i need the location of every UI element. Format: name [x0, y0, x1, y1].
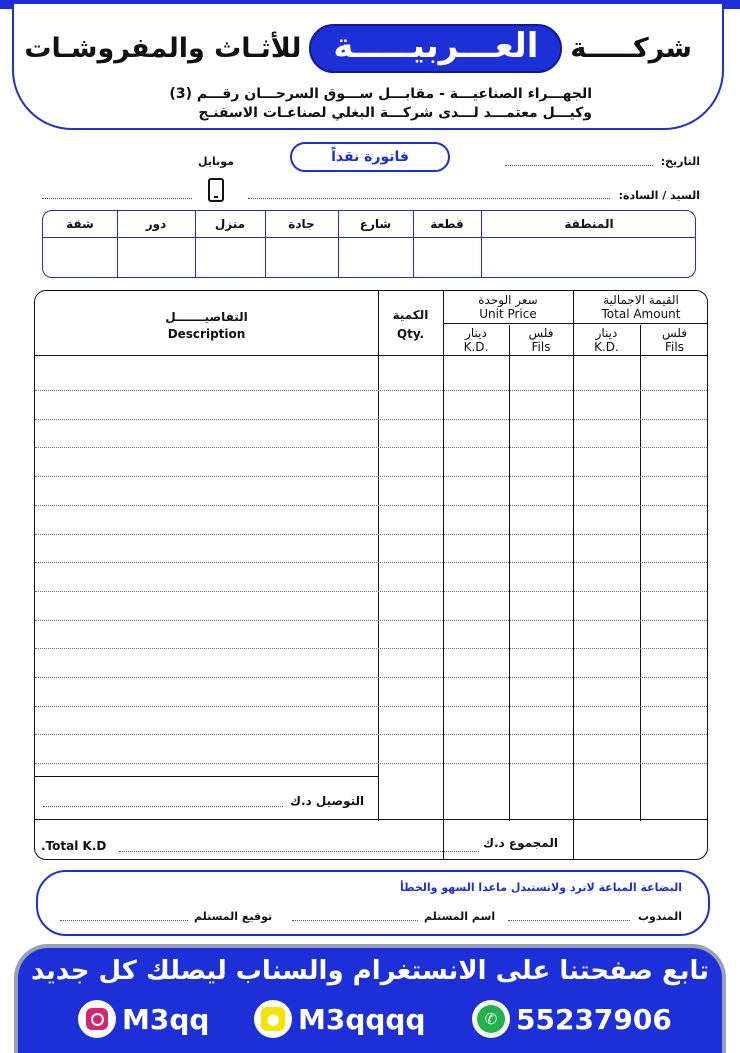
- qty-en-header: Qty.: [396, 327, 425, 341]
- company-word: شركـــــة: [570, 32, 692, 64]
- customer-label: السيد / السادة:: [618, 189, 700, 202]
- item-row-line: [35, 591, 707, 592]
- snapchat-icon: ●: [254, 1000, 292, 1038]
- total-ar-header: القيمة الاجمالية: [603, 293, 679, 307]
- address-table-divider: [43, 237, 695, 238]
- promo-text: تابع صفحتنا على الانستغرام والسناب ليصلك كل جديد: [30, 956, 710, 986]
- address-line-2: وكيـــل معتمـــد لـــدى شركـــة البغلي لصناعـات الاسفنـج: [198, 105, 592, 121]
- mobile-phone-icon: [208, 178, 224, 202]
- house-header: منزل: [214, 217, 246, 231]
- apartment-header: شقة: [66, 217, 94, 231]
- unit-fils-en: Fils: [531, 340, 551, 354]
- snapchat-handle[interactable]: [254, 1000, 426, 1038]
- total-fils-ar: فلس: [661, 326, 687, 340]
- qty-ar-header: الكمية: [392, 308, 429, 322]
- address-line-1: الجهـــراء الصناعيـــة - مقابـــل ســـوق السرحـــان رقـــم (3): [169, 86, 592, 102]
- whatsapp-text: 55237906: [516, 1002, 672, 1036]
- date-field[interactable]: [505, 165, 653, 166]
- item-row-line: [35, 620, 707, 621]
- total-fils-en: Fils: [665, 340, 684, 354]
- item-row-line: [35, 677, 707, 678]
- street-header: شارع: [359, 217, 392, 231]
- details-en-header: Description: [167, 327, 246, 341]
- item-row-line: [35, 706, 707, 707]
- block-header: قطعة: [430, 217, 464, 231]
- company-type: للأثـاث والمفروشـات: [24, 32, 302, 64]
- items-table: [34, 290, 708, 860]
- address-table: [42, 210, 696, 278]
- header-sub-line: [443, 323, 708, 324]
- customer-field[interactable]: [248, 198, 610, 199]
- return-policy-notice: البضاعة المباعة لاترد ولاتستبدل ماعدا السهو والخطأ: [400, 881, 682, 894]
- total-en-header: Total Amount: [601, 307, 681, 321]
- area-header: المنطقة: [564, 217, 614, 231]
- rep-label: المندوب: [637, 910, 682, 923]
- receiver-name-field[interactable]: [292, 920, 418, 921]
- item-row-line: [35, 562, 707, 563]
- instagram-icon: [78, 1000, 116, 1038]
- item-row-line: [35, 734, 707, 735]
- receiver-sign-label: توقيع المستلم: [194, 910, 273, 923]
- date-label: التاريخ:: [660, 155, 700, 168]
- delivery-label: التوصيل د.ك: [290, 794, 365, 808]
- item-row-line: [35, 534, 707, 535]
- col-line: [509, 325, 510, 821]
- total-en-label: Total K.D.: [41, 839, 107, 853]
- mobile-field[interactable]: [42, 198, 192, 199]
- instagram-text: M3qq: [122, 1002, 210, 1036]
- item-row-line: [35, 390, 707, 391]
- receiver-sign-field[interactable]: [60, 920, 188, 921]
- unit-price-en-header: Unit Price: [479, 307, 537, 321]
- col-line: [378, 291, 379, 821]
- col-line: [640, 325, 641, 821]
- unit-price-ar-header: سعر الوحدة: [478, 293, 538, 307]
- invoice-title: فاتورة نقداً: [290, 142, 450, 172]
- col-line: [573, 291, 574, 860]
- whatsapp-icon: ✆: [472, 1000, 510, 1038]
- unit-dinar-en: K.D.: [463, 340, 489, 354]
- total-field[interactable]: [119, 851, 479, 852]
- item-row-line: [35, 648, 707, 649]
- total-top-line: [35, 819, 708, 820]
- social-promo-banner: [14, 944, 726, 1053]
- instagram-handle[interactable]: [78, 1000, 209, 1038]
- details-ar-header: التفاصيـــــــل: [165, 310, 248, 324]
- receiver-name-label: اسم المستلم: [424, 910, 496, 923]
- unit-dinar-ar: دينار: [465, 326, 487, 340]
- item-row-line: [35, 505, 707, 506]
- delivery-top-line: [35, 776, 378, 777]
- total-ar-label: المجموع د.ك: [483, 836, 558, 850]
- total-dinar-ar: دينار: [595, 326, 618, 340]
- delivery-field[interactable]: [43, 806, 283, 807]
- col-line: [443, 291, 444, 860]
- total-dinar-en: K.D.: [594, 340, 619, 354]
- item-row-line: [35, 419, 707, 420]
- rep-field[interactable]: [508, 920, 630, 921]
- company-name-line: [24, 24, 692, 73]
- item-row-line: [35, 476, 707, 477]
- company-header: [12, 4, 724, 130]
- mobile-label: موبايل: [198, 155, 234, 168]
- brand-name: العـــربيـــــة: [309, 24, 562, 73]
- floor-header: دور: [145, 217, 167, 231]
- item-row-line: [35, 763, 707, 764]
- item-row-line: [35, 447, 707, 448]
- snapchat-text: M3qqqq: [298, 1002, 426, 1036]
- header-line: [35, 355, 708, 356]
- whatsapp-number[interactable]: [472, 1000, 672, 1038]
- avenue-header: جادة: [288, 217, 315, 231]
- signature-box: [36, 870, 710, 936]
- unit-fils-ar: فلس: [528, 326, 554, 340]
